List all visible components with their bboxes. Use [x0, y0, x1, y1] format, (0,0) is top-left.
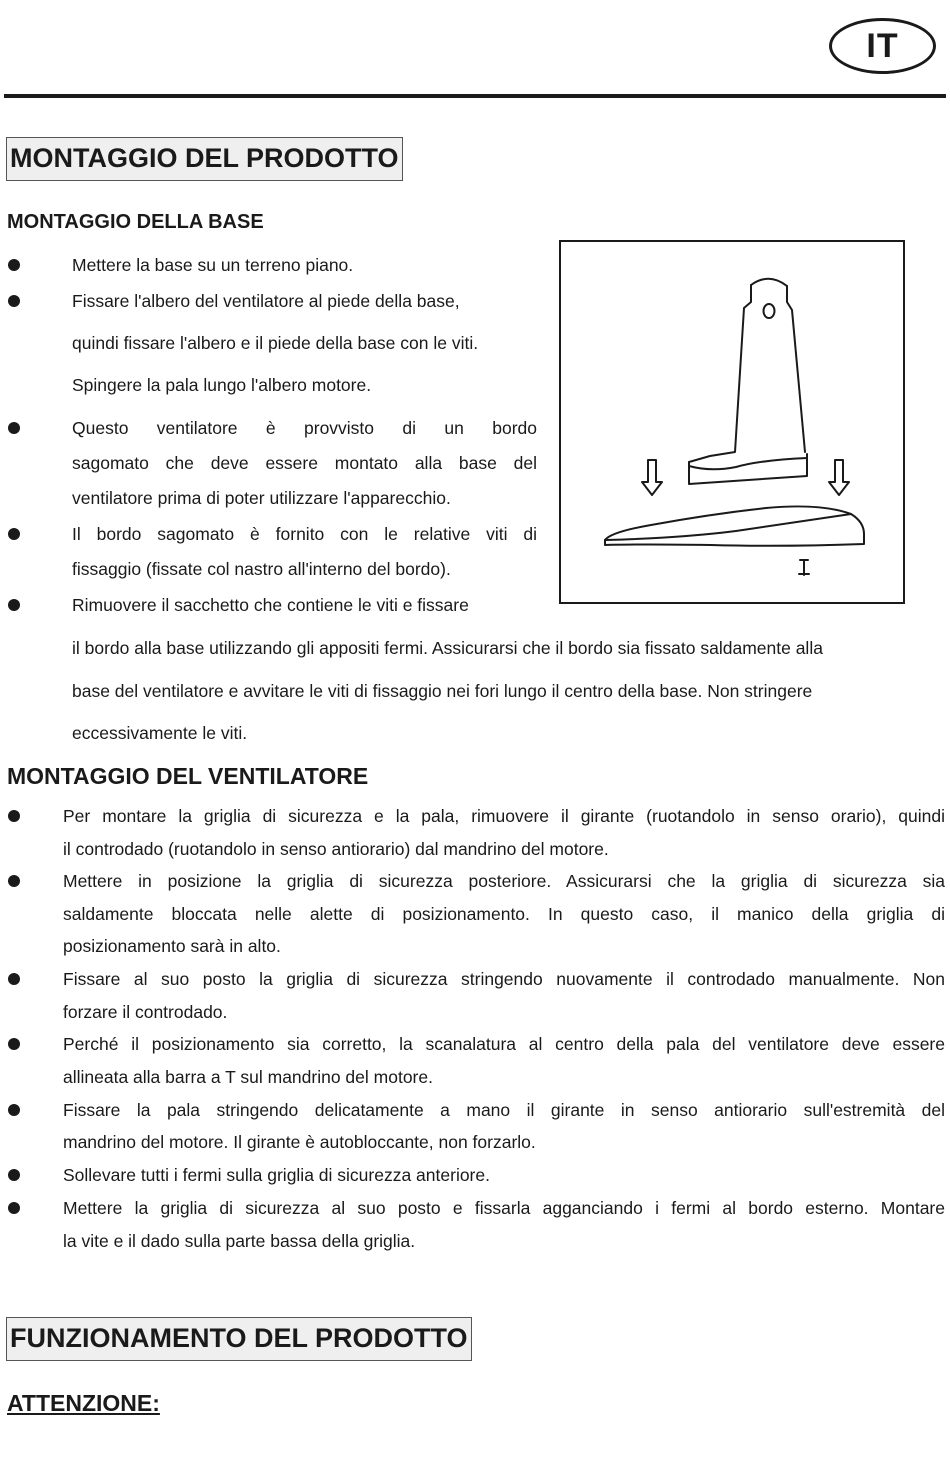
- fan-line: saldamente bloccata nelle alette di posizionamento. In questo caso, il manico della griglia di: [63, 904, 945, 924]
- bullet-icon: [8, 1169, 20, 1181]
- fan-line: Per montare la griglia di sicurezza e la pala, rimuovere il girante (ruotandolo in senso orario), quindi: [63, 806, 945, 826]
- base-line: quindi fissare l'albero e il piede della base con le viti.: [72, 333, 479, 353]
- base-line: sagomato che deve essere montato alla base del: [72, 453, 537, 473]
- fan-line: il controdado (ruotandolo in senso antiorario) dal mandrino del motore.: [63, 839, 609, 859]
- base-line: fissaggio (fissate col nastro all'interno del bordo).: [72, 559, 451, 579]
- base-line: ventilatore prima di poter utilizzare l'apparecchio.: [72, 488, 451, 508]
- bullet-icon: [8, 528, 20, 540]
- bullet-icon: [8, 295, 20, 307]
- fan-line: Perché il posizionamento sia corretto, la scanalatura al centro della pala del ventilatore deve essere: [63, 1034, 945, 1054]
- bullet-icon: [8, 1202, 20, 1214]
- bullet-icon: [8, 1104, 20, 1116]
- base-line: Rimuovere il sacchetto che contiene le viti e fissare: [72, 595, 469, 615]
- base-line: Questo ventilatore è provvisto di un bordo: [72, 418, 537, 438]
- fan-line: Sollevare tutti i fermi sulla griglia di sicurezza anteriore.: [63, 1165, 490, 1185]
- fan-line: forzare il controdado.: [63, 1002, 228, 1022]
- bullet-icon: [8, 875, 20, 887]
- base-line: base del ventilatore e avvitare le viti di fissaggio nei fori lungo il centro della base. Non stringere: [72, 681, 813, 701]
- base-line: Fissare l'albero del ventilatore al piede della base,: [72, 291, 460, 311]
- bullet-icon: [8, 599, 20, 611]
- header-rule: [4, 94, 946, 98]
- bullet-icon: [8, 422, 20, 434]
- fan-base-diagram: [561, 242, 903, 602]
- bullet-icon: [8, 973, 20, 985]
- section-title-montaggio: MONTAGGIO DEL PRODOTTO: [6, 137, 403, 181]
- base-assembly-illustration: [559, 240, 905, 604]
- subheading-base: MONTAGGIO DELLA BASE: [7, 211, 264, 233]
- base-line: eccessivamente le viti.: [72, 723, 248, 743]
- bullet-icon: [8, 259, 20, 271]
- section-title-funzionamento: FUNZIONAMENTO DEL PRODOTTO: [6, 1317, 472, 1361]
- bullet-icon: [8, 810, 20, 822]
- fan-line: posizionamento sarà in alto.: [63, 936, 281, 956]
- fan-line: la vite e il dado sulla parte bassa della griglia.: [63, 1231, 416, 1251]
- fan-line: mandrino del motore. Il girante è autobloccante, non forzarlo.: [63, 1132, 536, 1152]
- bullet-icon: [8, 1038, 20, 1050]
- base-line: Mettere la base su un terreno piano.: [72, 255, 354, 275]
- language-badge: IT: [829, 18, 936, 74]
- fan-line: Mettere in posizione la griglia di sicurezza posteriore. Assicurarsi che la griglia di sicurezza sia: [63, 871, 945, 891]
- base-line: Spingere la pala lungo l'albero motore.: [72, 375, 372, 395]
- fan-line: Mettere la griglia di sicurezza al suo posto e fissarla agganciando i fermi al bordo esterno. Montare: [63, 1198, 945, 1218]
- subheading-ventilatore: MONTAGGIO DEL VENTILATORE: [7, 763, 369, 789]
- base-line: il bordo alla base utilizzando gli appositi fermi. Assicurarsi che il bordo sia fissato saldamente alla: [72, 638, 823, 658]
- fan-line: Fissare la pala stringendo delicatamente a mano il girante in senso antiorario sull'estremità del: [63, 1100, 945, 1120]
- fan-line: Fissare al suo posto la griglia di sicurezza stringendo nuovamente il controdado manualmente. Non: [63, 969, 945, 989]
- base-line: Il bordo sagomato è fornito con le relative viti di: [72, 524, 537, 544]
- attention-heading: ATTENZIONE:: [7, 1390, 160, 1416]
- fan-line: allineata alla barra a T sul mandrino del motore.: [63, 1067, 433, 1087]
